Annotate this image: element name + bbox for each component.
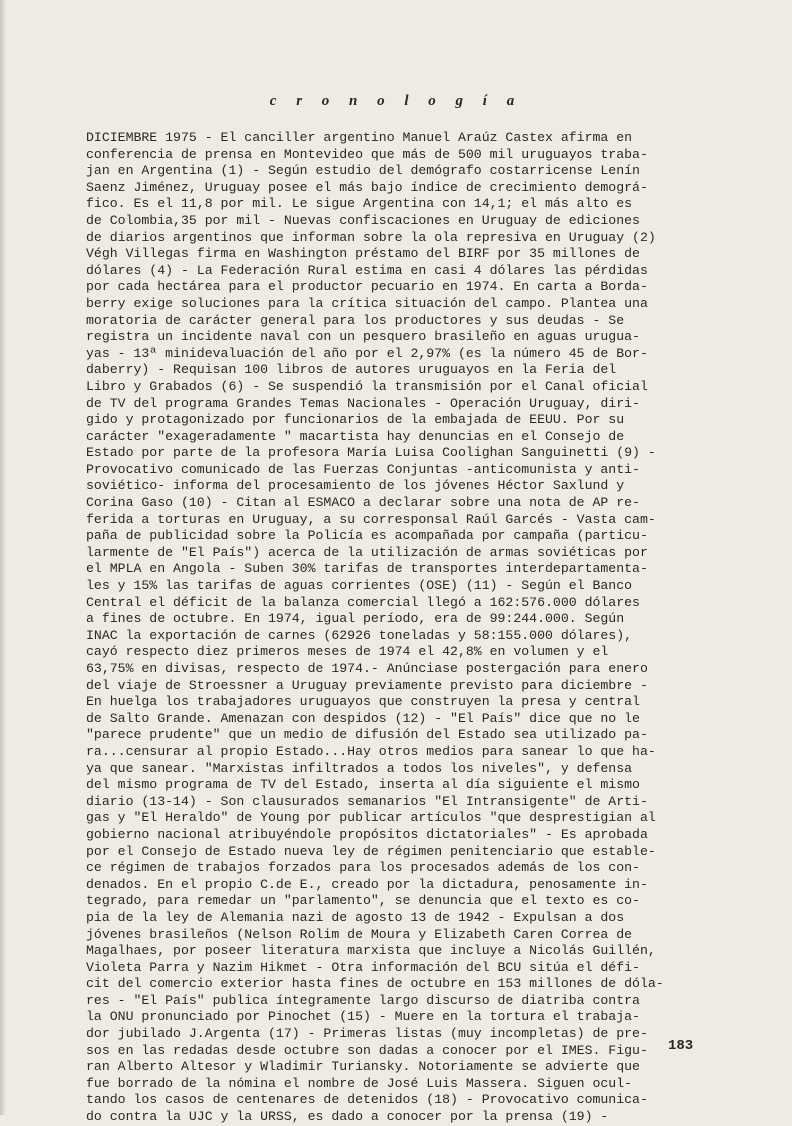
text-line: moratoria de carácter general para los productores y sus deudas - Se bbox=[86, 312, 625, 328]
text-line: fico. Es el 11,8 por mil. Le sigue Argentina con 14,1; el más alto es bbox=[86, 196, 633, 212]
text-line: res - "El País" publica íntegramente largo discurso de diatriba contra bbox=[86, 992, 640, 1008]
page-number: 183 bbox=[668, 1038, 694, 1054]
text-line: por el Consejo de Estado nueva ley de régimen penitenciario que estable- bbox=[86, 843, 656, 859]
text-line: Estado por parte de la profesora María Luisa Coolighan Sanguinetti (9) - bbox=[86, 445, 656, 461]
text-line: "parece prudente" que un medio de difusión del Estado sea utilizado pa- bbox=[86, 727, 648, 743]
text-line: ce régimen de trabajos forzados para los procesados además de los con- bbox=[86, 860, 640, 876]
text-line: daberry) - Requisan 100 libros de autores uruguayos en la Feria del bbox=[86, 362, 617, 378]
text-line: Magalhaes, por poseer literatura marxista que incluye a Nicolás Guillén, bbox=[86, 943, 656, 959]
text-line: larmente de "El País") acerca de la utilización de armas soviéticas por bbox=[86, 544, 648, 560]
text-line: fue borrado de la nómina el nombre de José Luis Massera. Siguen ocul- bbox=[86, 1075, 633, 1091]
text-line: tegrado, para remedar un "parlamento", se denuncia que el texto es co- bbox=[86, 893, 640, 909]
text-line: Violeta Parra y Nazim Hikmet - Otra información del BCU sitúa el défi- bbox=[86, 959, 640, 975]
text-line: gido y protagonizado por funcionarios de la embajada de EEUU. Por su bbox=[86, 412, 625, 428]
text-line: Saenz Jiménez, Uruguay posee el más bajo índice de crecimiento demográ- bbox=[86, 179, 648, 195]
text-line: gobierno nacional atribuyéndole propósitos dictatoriales" - Es aprobada bbox=[86, 826, 648, 842]
text-line: les y 15% las tarifas de aguas corrientes (OSE) (11) - Según el Banco bbox=[86, 578, 633, 594]
text-line: carácter "exageradamente " macartista hay denuncias en el Consejo de bbox=[86, 428, 625, 444]
text-line: soviético- informa del procesamiento de los jóvenes Héctor Saxlund y bbox=[86, 478, 625, 494]
page-edge-shadow bbox=[0, 0, 6, 1115]
text-line: yas - 13ª minidevaluación del año por el 2,97% (es la número 45 de Bor- bbox=[86, 345, 648, 361]
text-line: dor jubilado J.Argenta (17) - Primeras listas (muy incompletas) de pre- bbox=[86, 1026, 648, 1042]
section-title: c r o n o l o g í a bbox=[269, 93, 523, 109]
text-line: tando los casos de centenares de detenidos (18) - Provocativo comunica- bbox=[86, 1092, 648, 1108]
text-line: ya que sanear. "Marxistas infiltrados a todos los niveles", y defensa bbox=[86, 760, 633, 776]
text-line: cayó respecto diez primeros meses de 1974 el 42,8% en volumen y el bbox=[86, 644, 609, 660]
text-line: paña de publicidad sobre la Policía es acompañada por campaña (particu- bbox=[86, 528, 648, 544]
text-line: el MPLA en Angola - Suben 30% tarifas de transportes interdepartamenta- bbox=[86, 561, 648, 577]
text-line: diario (13-14) - Son clausurados semanarios "El Intransigente" de Arti- bbox=[86, 793, 648, 809]
text-line: DICIEMBRE 1975 - El canciller argentino Manuel Araúz Castex afirma en bbox=[86, 130, 633, 145]
text-line: de TV del programa Grandes Temas Nacionales - Operación Uruguay, diri- bbox=[86, 395, 640, 411]
text-line: INAC la exportación de carnes (62926 toneladas y 58:155.000 dólares), bbox=[86, 627, 633, 643]
text-line: pia de la ley de Alemania nazi de agosto 13 de 1942 - Expulsan a dos bbox=[86, 909, 625, 925]
text-line: ra...censurar al propio Estado...Hay otros medios para sanear lo que ha- bbox=[86, 743, 656, 759]
text-line: la ONU pronunciado por Pinochet (15) - Muere en la tortura el trabaja- bbox=[86, 1009, 640, 1025]
text-line: dólares (4) - La Federación Rural estima en casi 4 dólares las pérdidas bbox=[86, 262, 648, 278]
text-line: ferida a torturas en Uruguay, a su corresponsal Raúl Garcés - Vasta cam- bbox=[86, 511, 656, 527]
text-line: de Colombia,35 por mil - Nuevas confiscaciones en Uruguay de ediciones bbox=[86, 212, 640, 228]
text-line: del viaje de Stroessner a Uruguay previamente previsto para diciembre - bbox=[86, 677, 648, 693]
text-line: ran Alberto Altesor y Wladimir Turiansky. Notoriamente se advierte que bbox=[86, 1059, 640, 1075]
text-line: 63,75% en divisas, respecto de 1974.- Anúnciase postergación para enero bbox=[86, 661, 648, 676]
text-line: de Salto Grande. Amenazan con despidos (12) - "El País" dice que no le bbox=[86, 710, 640, 726]
text-line: por cada hectárea para el productor pecuario en 1974. En carta a Borda- bbox=[86, 279, 648, 295]
text-line: cit del comercio exterior hasta fines de octubre en 153 millones de dóla- bbox=[86, 976, 664, 992]
text-line: a fines de octubre. En 1974, igual período, era de 99:244.000. Según bbox=[86, 611, 625, 627]
text-line: Central el déficit de la balanza comercial llegó a 162:576.000 dólares bbox=[86, 594, 640, 610]
text-line: jóvenes brasileños (Nelson Rolim de Moura y Elizabeth Caren Correa de bbox=[86, 926, 633, 942]
text-line: de diarios argentinos que informan sobre la ola represiva en Uruguay (2) bbox=[86, 229, 656, 245]
text-line: sos en las redadas desde octubre son dadas a conocer por el IMES. Figu- bbox=[86, 1042, 648, 1058]
text-line: Végh Villegas firma en Washington préstamo del BIRF por 35 millones de bbox=[86, 246, 640, 262]
text-line: del mismo programa de TV del Estado, inserta al día siguiente el mismo bbox=[86, 777, 640, 793]
text-line: do contra la UJC y la URSS, es dado a conocer por la prensa (19) - bbox=[86, 1109, 609, 1125]
text-line: registra un incidente naval con un pesquero brasileño en aguas urugua- bbox=[86, 329, 640, 345]
text-line: berry exige soluciones para la crítica situación del campo. Plantea una bbox=[86, 295, 648, 311]
text-line: Libro y Grabados (6) - Se suspendió la transmisión por el Canal oficial bbox=[86, 378, 648, 394]
text-line: jan en Argentina (1) - Según estudio del demógrafo costarricense Lenín bbox=[86, 163, 640, 179]
chronology-text bbox=[86, 130, 726, 1126]
text-line: conferencia de prensa en Montevideo que más de 500 mil uruguayos traba- bbox=[86, 146, 648, 162]
text-line: Provocativo comunicado de las Fuerzas Conjuntas -anticomunista y anti- bbox=[86, 461, 640, 477]
text-line: En huelga los trabajadores uruguayos que construyen la presa y central bbox=[86, 694, 640, 710]
text-line: Corina Gaso (10) - Citan al ESMACO a declarar sobre una nota de AP re- bbox=[86, 495, 640, 511]
text-line: gas y "El Heraldo" de Young por publicar artículos "que desprestigian al bbox=[86, 810, 656, 826]
text-line: denados. En el propio C.de E., creado por la dictadura, penosamente in- bbox=[86, 876, 648, 892]
